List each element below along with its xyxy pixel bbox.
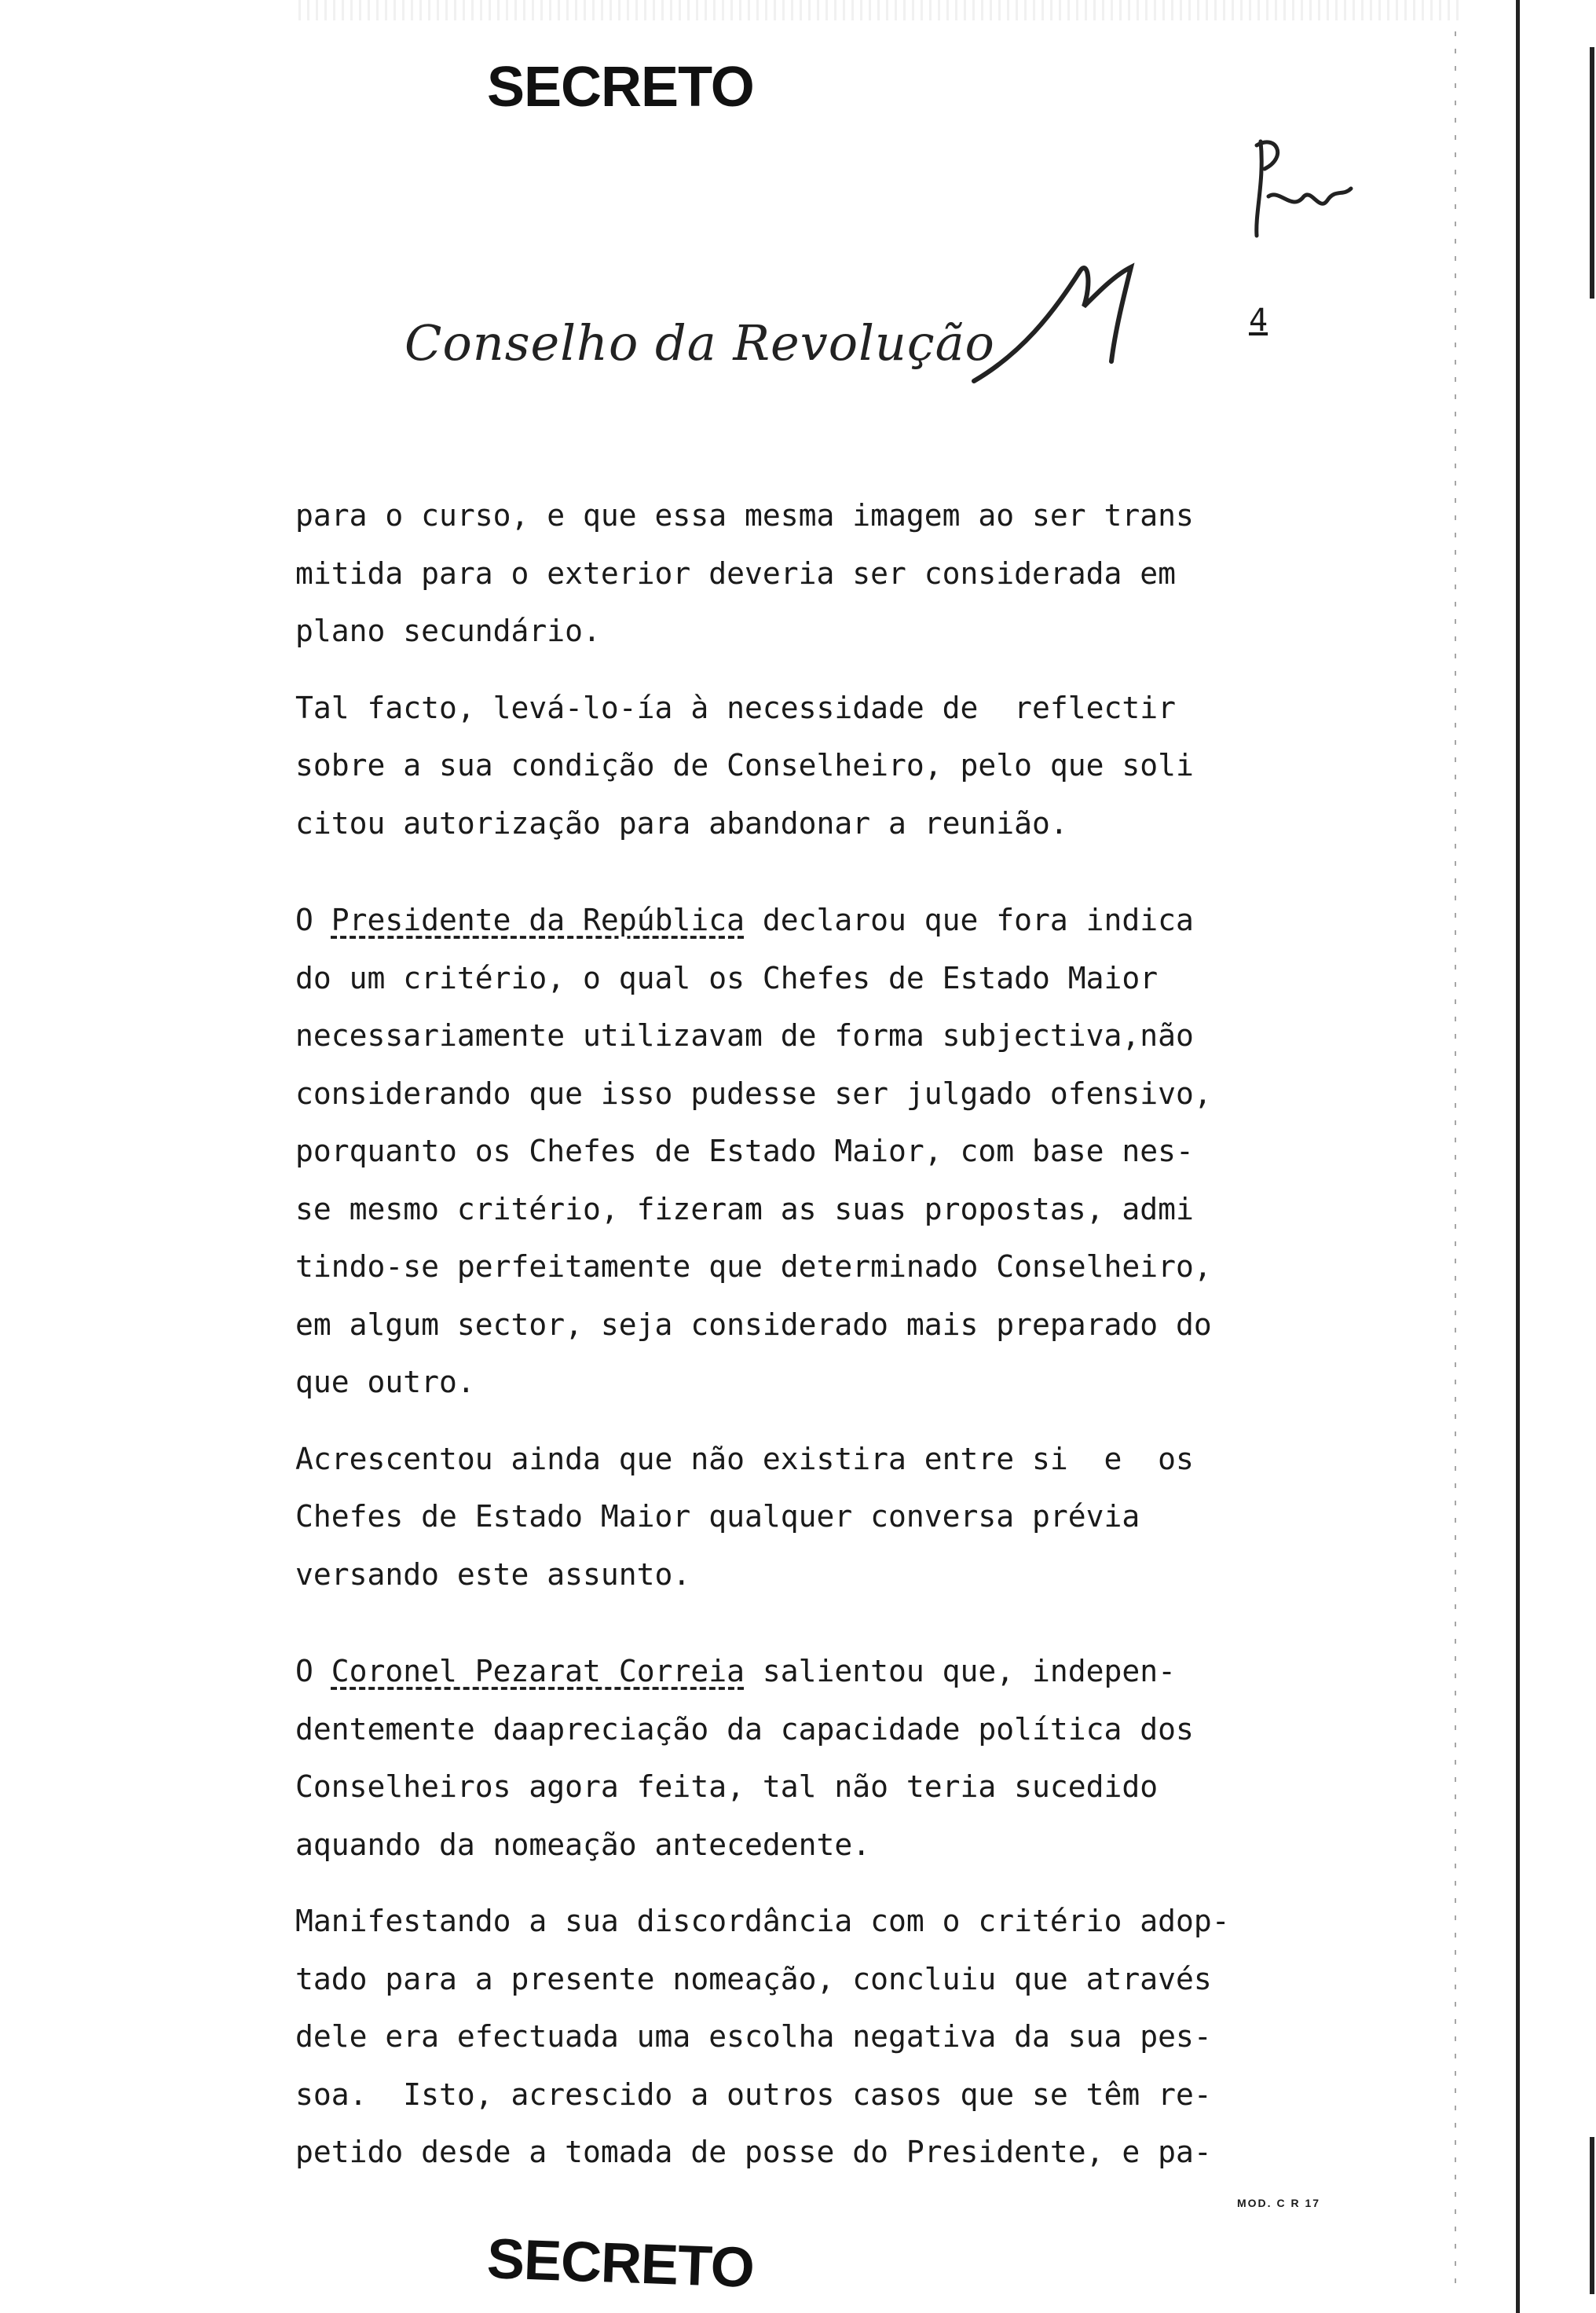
classification-stamp-bottom: SECRETO [485,2227,756,2300]
paragraph [295,1431,1316,1604]
paragraph [295,1643,1316,1874]
page-edge-mark [1590,2137,1594,2294]
text-line: considerando que isso pudesse ser julgado ofensivo, [295,1076,1212,1111]
page-edge-mark [1590,47,1594,299]
paragraph [295,487,1316,661]
text-line: O [295,903,331,937]
page-number: 4 [1249,302,1268,339]
handwritten-marks [0,0,1596,550]
speaker-name: Coronel Pezarat Correia [331,1654,745,1688]
paragraph [295,1893,1316,2182]
handwritten-rubric [974,267,1131,381]
text-line: tado para a presente nomeação, concluiu que através [295,1961,1212,1996]
text-line: citou autorização para abandonar a reunião. [295,805,1068,841]
document-body [295,487,1316,2182]
text-line: mitida para o exterior deveria ser considerada em [295,555,1177,591]
scan-noise [298,0,1461,20]
text-line: para o curso, e que essa mesma imagem ao ser trans [295,498,1194,533]
paragraph [295,680,1316,853]
text-line: em algum sector, seja considerado mais preparado do [295,1307,1212,1342]
form-code: MOD. C R 17 [1237,2197,1321,2209]
binding-dashes [1455,31,1456,2294]
text-line: petido desde a tomada de posse do Presidente, e pa- [295,2135,1212,2169]
text-line: versando este assunto. [295,1556,691,1592]
text-line: Acrescentou ainda que não existira entre si e os [295,1441,1194,1476]
text-line: salientou que, indepen- [744,1654,1177,1688]
page-edge-line [1516,0,1520,2313]
text-line: dentemente daapreciação da capacidade política dos [295,1711,1194,1747]
text-line: O [295,1654,331,1688]
text-line: necessariamente utilizavam de forma subjectiva,não [295,1018,1194,1053]
text-line: sobre a sua condição de Conselheiro, pelo que soli [295,748,1194,783]
text-line: Tal facto, levá-lo-ía à necessidade de reflectir [295,690,1177,725]
speaker-name: Presidente da República [331,903,745,937]
text-line: que outro. [295,1365,475,1399]
text-line: Manifestando a sua discordância com o critério adop- [295,1904,1230,1938]
text-line: se mesmo critério, fizeram as suas propostas, admi [295,1191,1194,1226]
text-line: do um critério, o qual os Chefes de Estado Maior [295,960,1159,995]
text-line: soa. Isto, acrescido a outros casos que se têm re- [295,2077,1212,2112]
text-line: Chefes de Estado Maior qualquer conversa prévia [295,1499,1140,1534]
text-line: dele era efectuada uma escolha negativa da sua pes- [295,2019,1212,2054]
letterhead: Conselho da Revolução [404,314,995,372]
text-line: Conselheiros agora feita, tal não teria sucedido [295,1769,1159,1804]
handwritten-initials [1257,141,1351,236]
paragraph [295,892,1316,1412]
text-line: porquanto os Chefes de Estado Maior, com base nes- [295,1134,1194,1168]
text-line: declarou que fora indica [744,903,1194,937]
text-line: aquando da nomeação antecedente. [295,1827,871,1862]
text-line: plano secundário. [295,614,601,648]
classification-stamp-top: SECRETO [487,56,754,119]
text-line: tindo-se perfeitamente que determinado Conselheiro, [295,1249,1212,1284]
